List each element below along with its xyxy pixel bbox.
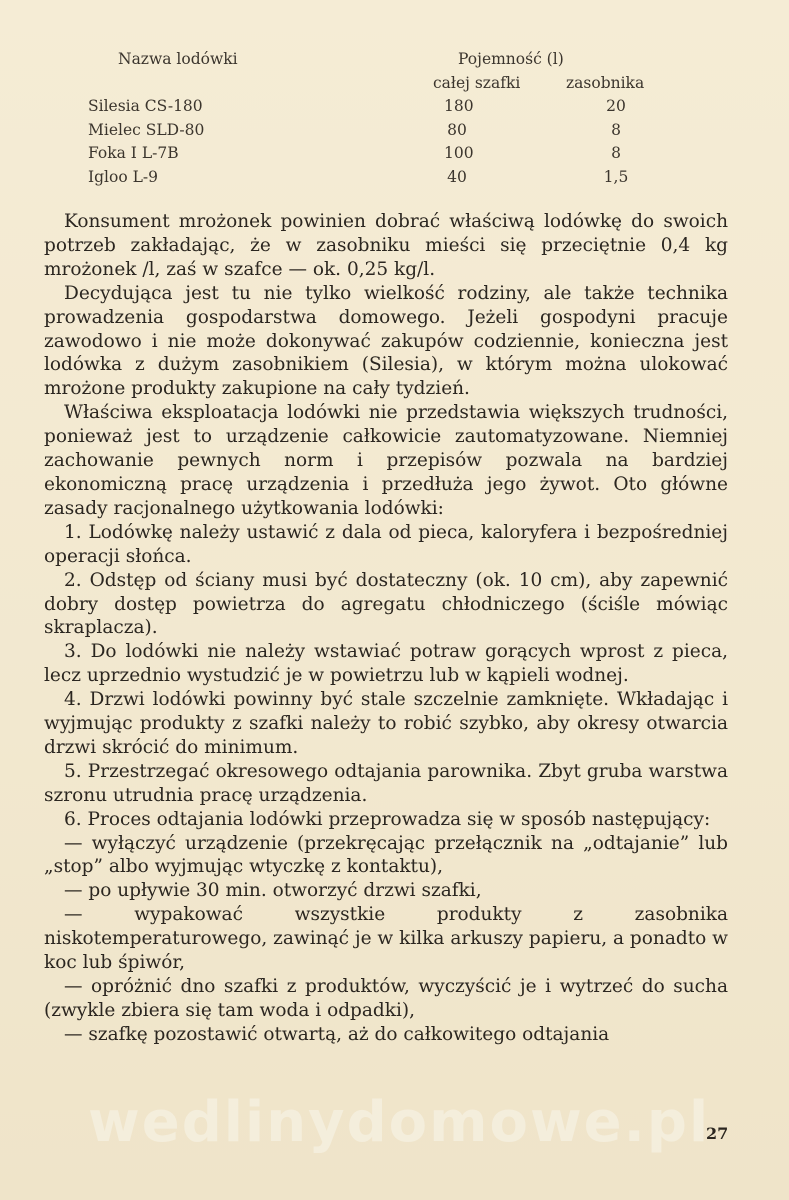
defrost-step: — wypakować wszystkie produkty z zasobnika niskotemperaturowego, zawinąć je w kilka arkuszy papieru, a ponadto w koc lub śpiwór, bbox=[44, 904, 728, 974]
column-header-capacity: Pojemność (l) bbox=[458, 50, 564, 68]
table-header-row bbox=[88, 48, 668, 72]
fridge-name: Mielec SLD-80 bbox=[88, 120, 205, 139]
defrost-step: — szafkę pozostawić otwartą, aż do całkowitego odtajania bbox=[64, 1023, 610, 1045]
table-row bbox=[88, 119, 668, 143]
capacity-whole: 100 bbox=[444, 144, 474, 162]
watermark: wedlinydomowe.pl bbox=[88, 1090, 711, 1155]
column-header-name: Nazwa lodówki bbox=[118, 50, 238, 68]
paragraph-consumer-choice: Konsument mrożonek powinien dobrać właściwą lodówkę do swoich potrzeb zakładając, że w zasobniku mieści się przeciętnie 0,4 kg mrożonek /l, zaś w szafce — ok. 0,25 kg/l. bbox=[44, 211, 728, 280]
table-row bbox=[88, 95, 668, 119]
capacity-storage: 8 bbox=[611, 144, 621, 162]
fridge-capacity-table bbox=[88, 48, 668, 189]
defrost-step: — wyłączyć urządzenie (przekręcając przełącznik na „odtajanie” lub „stop” albo wyjmując wtyczkę z kontaktu), bbox=[44, 832, 728, 878]
defrost-step: — po upływie 30 min. otworzyć drzwi szafki, bbox=[64, 880, 482, 902]
capacity-storage: 20 bbox=[606, 97, 626, 115]
rule-3: 3. Do lodówki nie należy wstawiać potraw gorących wprost z pieca, lecz uprzednio wystudzić je w powietrzu lub w kąpieli wodnej. bbox=[44, 641, 728, 687]
rule-6: 6. Proces odtajania lodówki przeprowadza się w sposób następujący: bbox=[64, 808, 711, 830]
paragraph-family-size: Decydująca jest tu nie tylko wielkość rodziny, ale także technika prowadzenia gospodarstwa domowego. Jeżeli gospodyni pracuje zawodowo i nie może dokonywać zakupów codziennie, konieczna jest lodówka z dużym zasobnikiem (Silesia), w którym można ulokować mrożone produkty zakupione na cały tydzień. bbox=[44, 282, 728, 400]
capacity-whole: 180 bbox=[444, 97, 474, 115]
table-row bbox=[88, 142, 668, 166]
body-text bbox=[44, 210, 728, 1047]
fridge-name: Igloo L-9 bbox=[88, 167, 158, 186]
capacity-whole: 80 bbox=[447, 120, 467, 139]
rule-5: 5. Przestrzegać okresowego odtajania parownika. Zbyt gruba warstwa szronu utrudnia pracę urządzenia. bbox=[44, 760, 728, 806]
table-row bbox=[88, 166, 668, 190]
rule-2: 2. Odstęp od ściany musi być dostateczny (ok. 10 cm), aby zapewnić dobry dostęp powietrza do agregatu chłodniczego (ściśle mówiąc skraplacza). bbox=[44, 569, 728, 639]
rule-4: 4. Drzwi lodówki powinny być stale szczelnie zamknięte. Wkładając i wyjmując produkty z szafki należy to robić szybko, aby okresy otwarcia drzwi skrócić do minimum. bbox=[44, 689, 728, 758]
capacity-whole: 40 bbox=[447, 167, 467, 186]
paragraph-operation-rules: Właściwa eksploatacja lodówki nie przedstawia większych trudności, ponieważ jest to urządzenie całkowicie zautomatyzowane. Niemniej zachowanie pewnych norm i przepisów pozwala na bardziej ekonomiczną pracę urządzenia i przedłuża jego żywot. Oto główne zasady racjonalnego użytkowania lodówki: bbox=[44, 402, 728, 519]
subheader-whole-cabinet: całej szafki bbox=[433, 73, 521, 92]
defrost-step: — opróżnić dno szafki z produktów, wyczyścić je i wytrzeć do sucha (zwykle zbiera się tam woda i odpadki), bbox=[44, 976, 728, 1021]
subheader-storage: zasobnika bbox=[566, 73, 645, 92]
page-number: 27 bbox=[706, 1124, 729, 1143]
capacity-storage: 8 bbox=[611, 120, 621, 139]
fridge-name: Silesia CS-180 bbox=[88, 97, 203, 115]
rule-1: 1. Lodówkę należy ustawić z dala od pieca, kaloryfera i bezpośredniej operacji słońca. bbox=[44, 521, 728, 567]
capacity-storage: 1,5 bbox=[603, 167, 629, 186]
table-subheader-row bbox=[88, 72, 668, 96]
fridge-name: Foka I L-7B bbox=[88, 144, 179, 162]
